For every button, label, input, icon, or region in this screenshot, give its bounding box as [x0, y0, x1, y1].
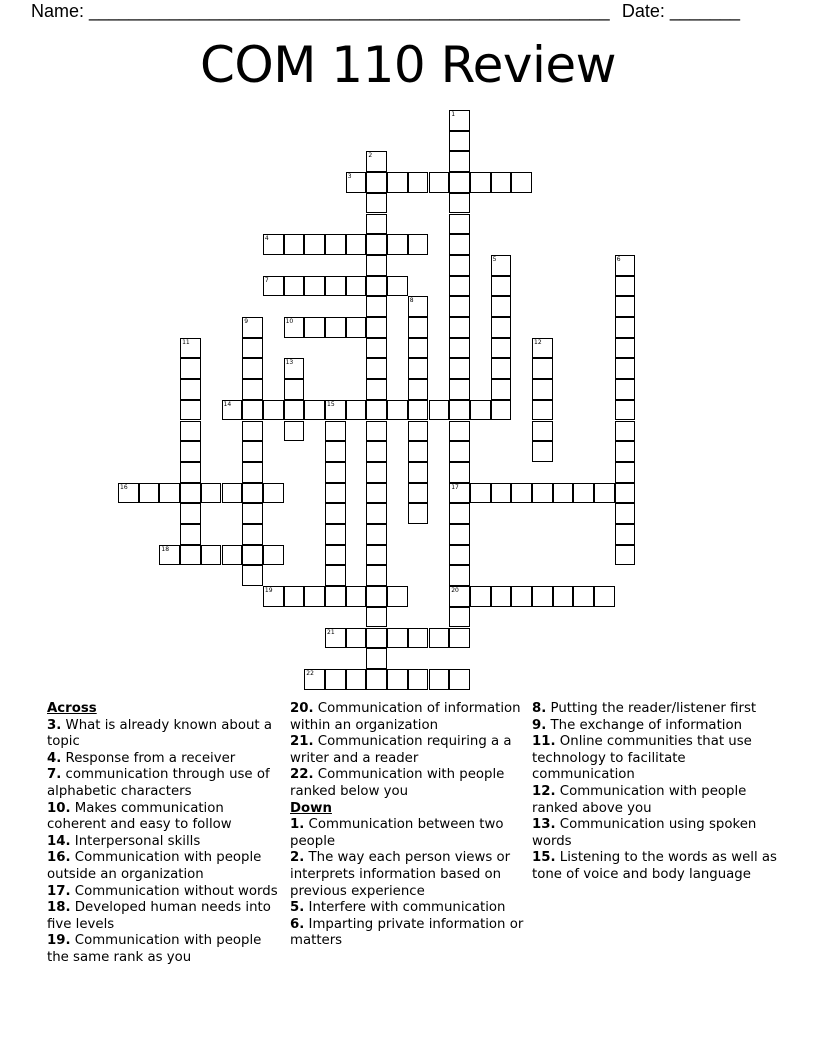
clue-number: 3.	[47, 717, 62, 733]
crossword-cell[interactable]	[449, 483, 470, 504]
clue-text: Developed human needs into five levels	[47, 900, 271, 932]
crossword-cell[interactable]	[491, 276, 512, 297]
crossword-cell[interactable]	[449, 503, 470, 524]
crossword-cell[interactable]	[615, 296, 636, 317]
crossword-cell[interactable]	[532, 338, 553, 359]
crossword-cell[interactable]	[449, 276, 470, 297]
crossword-cell[interactable]	[180, 400, 201, 421]
crossword-cell[interactable]	[491, 255, 512, 276]
clue-across	[290, 767, 530, 800]
crossword-cell[interactable]	[491, 379, 512, 400]
across-heading: Across	[47, 701, 97, 716]
crossword-cell[interactable]	[449, 628, 470, 649]
clue-across	[47, 900, 287, 933]
clue-number: 1.	[290, 817, 305, 833]
crossword-cell[interactable]	[263, 234, 284, 255]
clue-text: Communication with people ranked above you	[532, 783, 747, 816]
crossword-cell[interactable]	[242, 524, 263, 545]
crossword-cell[interactable]	[366, 545, 387, 566]
crossword-cell[interactable]	[366, 648, 387, 669]
crossword-cell[interactable]	[449, 172, 470, 193]
crossword-cell[interactable]	[511, 483, 532, 504]
down-heading: Down	[290, 800, 332, 816]
crossword-cell[interactable]	[366, 503, 387, 524]
clue-number-label: 12	[534, 338, 542, 346]
crossword-cell[interactable]	[387, 172, 408, 193]
crossword-cell[interactable]	[449, 110, 470, 131]
clue-number-label: 2	[368, 152, 373, 160]
clue-number: 20.	[290, 701, 314, 716]
crossword-cell[interactable]	[118, 483, 139, 504]
crossword-cell[interactable]	[449, 669, 470, 690]
crossword-cell[interactable]	[346, 317, 367, 338]
crossword-cell[interactable]	[511, 586, 532, 607]
crossword-cell[interactable]	[180, 338, 201, 359]
clue-number-label: 6	[616, 255, 621, 263]
clue-across	[47, 884, 287, 901]
crossword-cell[interactable]	[366, 255, 387, 276]
crossword-cell[interactable]	[222, 400, 243, 421]
crossword-cell[interactable]	[304, 276, 325, 297]
clues-column-3	[532, 701, 782, 884]
crossword-cell[interactable]	[325, 669, 346, 690]
crossword-cell[interactable]	[242, 379, 263, 400]
crossword-cell[interactable]	[201, 545, 222, 566]
crossword-cell[interactable]	[408, 234, 429, 255]
crossword-cell[interactable]	[449, 234, 470, 255]
crossword-cell[interactable]	[366, 669, 387, 690]
clue-text: The exchange of information	[550, 717, 743, 733]
crossword-cell[interactable]	[366, 214, 387, 235]
crossword-cell[interactable]	[366, 441, 387, 462]
crossword-cell[interactable]	[387, 586, 408, 607]
clue-number-label: 11	[182, 338, 190, 346]
crossword-cell[interactable]	[284, 276, 305, 297]
crossword-cell[interactable]	[449, 545, 470, 566]
clue-text: Communication with people the same rank as you	[47, 933, 262, 965]
clue-number: 10.	[47, 800, 71, 816]
crossword-cell[interactable]	[346, 400, 367, 421]
crossword-cell[interactable]	[180, 545, 201, 566]
clue-number-label: 14	[223, 400, 232, 408]
clue-down	[532, 701, 782, 718]
crossword-cell[interactable]	[387, 276, 408, 297]
crossword-cell[interactable]	[470, 400, 491, 421]
crossword-cell[interactable]	[325, 276, 346, 297]
crossword-cell[interactable]	[304, 669, 325, 690]
clue-number: 14.	[47, 833, 71, 849]
crossword-cell[interactable]	[408, 317, 429, 338]
clue-text: Communication using spoken words	[532, 817, 757, 849]
clue-text: Communication with people outside an organization	[47, 850, 262, 882]
clue-text: Communication between two people	[290, 817, 504, 849]
crossword-cell[interactable]	[408, 358, 429, 379]
crossword-cell[interactable]	[511, 172, 532, 193]
crossword-cell[interactable]	[180, 483, 201, 504]
clue-number: 17.	[47, 883, 71, 899]
crossword-cell[interactable]	[387, 669, 408, 690]
crossword-cell[interactable]	[304, 586, 325, 607]
crossword-cell[interactable]	[242, 358, 263, 379]
clue-number: 4.	[47, 750, 62, 766]
crossword-cell[interactable]	[366, 400, 387, 421]
crossword-cell[interactable]	[242, 503, 263, 524]
crossword-cell[interactable]	[366, 317, 387, 338]
crossword-cell[interactable]	[284, 379, 305, 400]
crossword-cell[interactable]	[180, 503, 201, 524]
clue-text: Communication of information within an organization	[290, 701, 521, 733]
crossword-cell[interactable]	[139, 483, 160, 504]
crossword-cell[interactable]	[491, 317, 512, 338]
crossword-cell[interactable]	[366, 358, 387, 379]
crossword-cell[interactable]	[449, 400, 470, 421]
crossword-cell[interactable]	[429, 628, 450, 649]
crossword-cell[interactable]	[449, 565, 470, 586]
crossword-cell[interactable]	[408, 462, 429, 483]
crossword-cell[interactable]	[491, 296, 512, 317]
crossword-cell[interactable]	[346, 586, 367, 607]
crossword-cell[interactable]	[263, 276, 284, 297]
crossword-cell[interactable]	[449, 586, 470, 607]
clue-across	[47, 801, 287, 834]
date-field-label: Date: _______	[621, 1, 740, 21]
crossword-cell[interactable]	[532, 358, 553, 379]
crossword-cell[interactable]	[532, 586, 553, 607]
clues-column-2	[290, 701, 530, 950]
clue-text: Communication requiring a a writer and a reader	[290, 734, 512, 766]
crossword-cell[interactable]	[325, 421, 346, 442]
crossword-cell[interactable]	[242, 545, 263, 566]
clue-text: Online communities that use technology to facilitate communication	[532, 734, 752, 783]
crossword-cell[interactable]	[449, 379, 470, 400]
crossword-cell[interactable]	[449, 214, 470, 235]
clue-number: 6.	[290, 916, 305, 932]
crossword-cell[interactable]	[366, 628, 387, 649]
clue-number-label: 22	[306, 669, 314, 677]
crossword-cell[interactable]	[180, 524, 201, 545]
crossword-cell[interactable]	[449, 338, 470, 359]
crossword-cell[interactable]	[242, 400, 263, 421]
crossword-cell[interactable]	[408, 172, 429, 193]
crossword-cell[interactable]	[159, 483, 180, 504]
crossword-cell[interactable]	[284, 317, 305, 338]
clue-number-label: 3	[347, 173, 352, 181]
crossword-cell[interactable]	[366, 565, 387, 586]
clue-down	[532, 850, 782, 883]
crossword-cell[interactable]	[346, 669, 367, 690]
crossword-cell[interactable]	[470, 172, 491, 193]
crossword-cell[interactable]	[532, 441, 553, 462]
clue-across	[47, 751, 287, 768]
crossword-cell[interactable]	[449, 441, 470, 462]
clue-number: 2.	[290, 850, 305, 866]
crossword-cell[interactable]	[366, 462, 387, 483]
crossword-cell[interactable]	[180, 421, 201, 442]
crossword-cell[interactable]	[449, 296, 470, 317]
crossword-cell[interactable]	[304, 400, 325, 421]
crossword-cell[interactable]	[284, 358, 305, 379]
clue-down	[290, 917, 530, 950]
crossword-cell[interactable]	[615, 379, 636, 400]
clues-column-1	[47, 701, 287, 967]
crossword-cell[interactable]	[304, 317, 325, 338]
crossword-cell[interactable]	[429, 669, 450, 690]
crossword-cell[interactable]	[553, 586, 574, 607]
clue-text: Listening to the words as well as tone of voice and body language	[532, 850, 777, 882]
crossword-cell[interactable]	[615, 545, 636, 566]
crossword-cell[interactable]	[325, 462, 346, 483]
crossword-cell[interactable]	[615, 400, 636, 421]
crossword-cell[interactable]	[408, 379, 429, 400]
clue-number: 16.	[47, 850, 71, 866]
crossword-cell[interactable]	[408, 669, 429, 690]
clue-text: communication through use of alphabetic characters	[47, 767, 270, 799]
crossword-cell[interactable]	[449, 151, 470, 172]
crossword-cell[interactable]	[180, 379, 201, 400]
crossword-cell[interactable]	[615, 524, 636, 545]
crossword-cell[interactable]	[470, 483, 491, 504]
crossword-cell[interactable]	[615, 421, 636, 442]
clue-down	[290, 900, 530, 917]
crossword-cell[interactable]	[346, 628, 367, 649]
crossword-cell[interactable]	[325, 441, 346, 462]
clue-across	[47, 767, 287, 800]
crossword-cell[interactable]	[573, 586, 594, 607]
clue-text: Imparting private information or matters	[290, 916, 524, 949]
clue-number-label: 4	[264, 235, 269, 243]
crossword-cell[interactable]	[263, 400, 284, 421]
crossword-cell[interactable]	[325, 628, 346, 649]
crossword-cell[interactable]	[366, 483, 387, 504]
clue-number-label: 20	[451, 587, 459, 595]
crossword-cell[interactable]	[366, 151, 387, 172]
crossword-cell[interactable]	[366, 338, 387, 359]
crossword-cell[interactable]	[408, 441, 429, 462]
crossword-cell[interactable]	[242, 421, 263, 442]
clue-number-label: 1	[451, 111, 456, 118]
crossword-cell[interactable]	[470, 586, 491, 607]
crossword-cell[interactable]	[366, 296, 387, 317]
crossword-cell[interactable]	[573, 483, 594, 504]
crossword-cell[interactable]	[615, 483, 636, 504]
crossword-cell[interactable]	[615, 276, 636, 297]
crossword-cell[interactable]	[491, 358, 512, 379]
clue-number: 7.	[47, 767, 62, 783]
clue-text: Interpersonal skills	[74, 833, 201, 849]
clue-number-label: 21	[327, 628, 335, 636]
clue-down	[532, 817, 782, 850]
clue-across	[47, 718, 287, 751]
crossword-cell[interactable]	[366, 524, 387, 545]
crossword-cell[interactable]	[615, 441, 636, 462]
clue-down	[532, 784, 782, 817]
clue-across	[47, 850, 287, 883]
crossword-cell[interactable]	[242, 338, 263, 359]
crossword-cell[interactable]	[325, 234, 346, 255]
clue-number-label: 13	[285, 359, 294, 367]
crossword-cell[interactable]	[532, 483, 553, 504]
crossword-cell[interactable]	[346, 172, 367, 193]
crossword-cell[interactable]	[408, 503, 429, 524]
crossword-cell[interactable]	[532, 379, 553, 400]
clue-across	[290, 734, 530, 767]
crossword-cell[interactable]	[532, 421, 553, 442]
crossword-cell[interactable]	[242, 441, 263, 462]
crossword-cell[interactable]	[449, 131, 470, 152]
crossword-cell[interactable]	[449, 421, 470, 442]
clue-number: 9.	[532, 717, 547, 733]
crossword-cell[interactable]	[284, 234, 305, 255]
clue-text: Makes communication coherent and easy to follow	[47, 800, 232, 833]
crossword-cell[interactable]	[408, 628, 429, 649]
clue-number-label: 18	[161, 545, 170, 553]
clue-number: 11.	[532, 734, 556, 750]
crossword-cell[interactable]	[532, 400, 553, 421]
crossword-cell[interactable]	[325, 400, 346, 421]
clue-number-label: 5	[492, 255, 497, 263]
crossword-cell[interactable]	[387, 400, 408, 421]
crossword-cell[interactable]	[284, 586, 305, 607]
crossword-cell[interactable]	[263, 586, 284, 607]
crossword-cell[interactable]	[325, 317, 346, 338]
clue-number-label: 9	[244, 318, 249, 325]
clue-across	[47, 933, 287, 966]
crossword-cell[interactable]	[366, 172, 387, 193]
clue-number-label: 8	[409, 297, 414, 305]
clue-down	[290, 817, 530, 850]
crossword-cell[interactable]	[615, 317, 636, 338]
clue-number: 8.	[532, 701, 547, 716]
crossword-cell[interactable]	[366, 379, 387, 400]
clue-text: The way each person views or interprets information based on previous experience	[290, 850, 511, 899]
crossword-cell[interactable]	[284, 421, 305, 442]
clue-text: Communication without words	[74, 883, 278, 899]
crossword-cell[interactable]	[366, 586, 387, 607]
clue-number-label: 17	[451, 483, 459, 491]
clue-number-label: 19	[264, 587, 273, 595]
clue-number: 19.	[47, 933, 71, 949]
crossword-cell[interactable]	[429, 172, 450, 193]
crossword-cell[interactable]	[325, 483, 346, 504]
crossword-cell[interactable]	[263, 483, 284, 504]
crossword-cell[interactable]	[449, 462, 470, 483]
clue-number-label: 16	[120, 483, 128, 491]
crossword-cell[interactable]	[325, 545, 346, 566]
crossword-cell[interactable]	[429, 400, 450, 421]
crossword-cell[interactable]	[242, 483, 263, 504]
crossword-cell[interactable]	[408, 338, 429, 359]
clue-text: Interfere with communication	[308, 900, 506, 916]
crossword-cell[interactable]	[242, 317, 263, 338]
name-field-label: Name: ____________________________________________________	[31, 1, 610, 21]
crossword-cell[interactable]	[615, 338, 636, 359]
crossword-cell[interactable]	[346, 276, 367, 297]
crossword-cell[interactable]	[346, 234, 367, 255]
crossword-cell[interactable]	[284, 400, 305, 421]
clue-text: Putting the reader/listener first	[550, 701, 757, 716]
clue-across	[290, 701, 530, 734]
crossword-cell[interactable]	[263, 545, 284, 566]
crossword-cell[interactable]	[449, 317, 470, 338]
crossword-cell[interactable]	[615, 255, 636, 276]
crossword-cell[interactable]	[201, 483, 222, 504]
crossword-cell[interactable]	[449, 255, 470, 276]
clue-down	[532, 718, 782, 735]
clue-text: Response from a receiver	[65, 750, 236, 766]
clue-number-label: 10	[285, 318, 294, 325]
crossword-cell[interactable]	[222, 483, 243, 504]
clue-number: 12.	[532, 783, 556, 799]
crossword-cell[interactable]	[325, 524, 346, 545]
crossword-cell[interactable]	[366, 234, 387, 255]
crossword-cell[interactable]	[387, 628, 408, 649]
crossword-cell[interactable]	[242, 565, 263, 586]
crossword-cell[interactable]	[387, 234, 408, 255]
crossword-cell[interactable]	[180, 441, 201, 462]
crossword-cell[interactable]	[366, 276, 387, 297]
crossword-cell[interactable]	[242, 462, 263, 483]
crossword-cell[interactable]	[491, 483, 512, 504]
page-title: COM 110 Review	[199, 36, 617, 94]
crossword-cell[interactable]	[491, 338, 512, 359]
crossword-cell[interactable]	[491, 400, 512, 421]
crossword-cell[interactable]	[325, 565, 346, 586]
clue-number: 15.	[532, 850, 556, 866]
clue-number: 18.	[47, 900, 71, 916]
clue-down	[290, 850, 530, 900]
crossword-cell[interactable]	[615, 462, 636, 483]
clue-number-label: 15	[327, 400, 335, 408]
crossword-cell[interactable]	[491, 586, 512, 607]
crossword-cell[interactable]	[408, 483, 429, 504]
crossword-cell[interactable]	[553, 483, 574, 504]
crossword-cell[interactable]	[594, 483, 615, 504]
crossword-cell[interactable]	[366, 193, 387, 214]
crossword-cell[interactable]	[180, 462, 201, 483]
clue-number: 5.	[290, 900, 305, 916]
crossword-cell[interactable]	[594, 586, 615, 607]
clue-across	[47, 834, 287, 851]
clue-down	[532, 734, 782, 784]
crossword-cell[interactable]	[449, 193, 470, 214]
crossword-cell[interactable]	[615, 503, 636, 524]
clue-text: What is already known about a topic	[47, 717, 272, 750]
clue-number: 13.	[532, 817, 556, 833]
crossword-cell[interactable]	[615, 358, 636, 379]
crossword-cell[interactable]	[408, 296, 429, 317]
crossword-cell[interactable]	[180, 358, 201, 379]
crossword-cell[interactable]	[366, 421, 387, 442]
crossword-cell[interactable]	[491, 172, 512, 193]
crossword-cell[interactable]	[408, 400, 429, 421]
crossword-cell[interactable]	[325, 586, 346, 607]
crossword-cell[interactable]	[222, 545, 243, 566]
crossword-cell[interactable]	[449, 358, 470, 379]
crossword-cell[interactable]	[325, 503, 346, 524]
clue-number: 22.	[290, 767, 314, 783]
clue-number: 21.	[290, 734, 314, 750]
crossword-cell[interactable]	[304, 234, 325, 255]
crossword-cell[interactable]	[366, 607, 387, 628]
crossword-cell[interactable]	[159, 545, 180, 566]
clue-number-label: 7	[264, 276, 269, 284]
clue-text: Communication with people ranked below you	[290, 767, 505, 799]
crossword-cell[interactable]	[449, 524, 470, 545]
crossword-cell[interactable]	[408, 421, 429, 442]
crossword-cell[interactable]	[449, 607, 470, 628]
